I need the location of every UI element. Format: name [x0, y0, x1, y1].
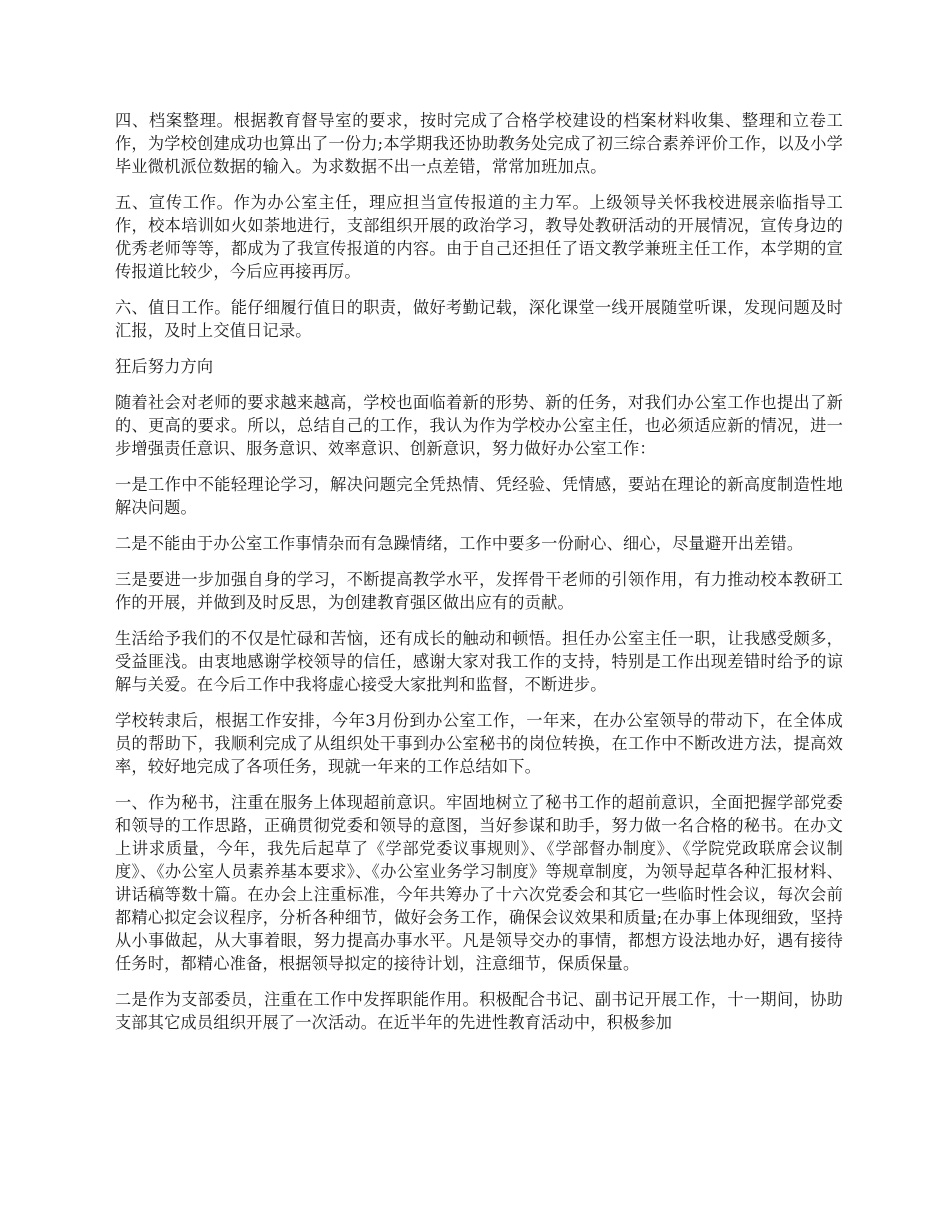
paragraph-duty-work: 六、值日工作。能仔细履行值日的职责，做好考勤记载，深化课堂一线开展随堂听课，发现问题及时汇报，及时上交值日记录。	[115, 298, 843, 340]
paragraph-new-requirements: 随着社会对老师的要求越来越高，学校也面临着新的形势、新的任务，对我们办公室工作也提出了新的、更高的要求。所以，总结自己的工作，我认为作为学校办公室主任，也必须适应新的情况，进一步增强责任意识、服务意识、效率意识、创新意识，努力做好办公室工作：	[115, 393, 843, 458]
paragraph-gratitude: 生活给予我们的不仅是忙碌和苦恼，还有成长的触动和顿悟。担任办公室主任一职，让我感受颇多，受益匪浅。由衷地感谢学校领导的信任，感谢大家对我工作的支持，特别是工作出现差错时给予的谅解与关爱。在今后工作中我将虚心接受大家批判和监督，不断进步。	[115, 629, 843, 694]
paragraph-point-three: 三是要进一步加强自身的学习，不断提高教学水平，发挥骨干老师的引领作用，有力推动校本教研工作的开展，并做到及时反思，为创建教育强区做出应有的贡献。	[115, 570, 843, 612]
paragraph-transfer-intro: 学校转隶后，根据工作安排，今年3月份到办公室工作，一年来，在办公室领导的带动下，在全体成员的帮助下，我顺利完成了从组织处干事到办公室秘书的岗位转换，在工作中不断改进方法，提高效率，较好地完成了各项任务，现就一年来的工作总结如下。	[115, 711, 843, 776]
document-body	[115, 109, 843, 1047]
paragraph-point-one: 一是工作中不能轻理论学习，解决问题完全凭热情、凭经验、凭情感，要站在理论的新高度制造性地解决问题。	[115, 475, 843, 517]
paragraph-branch-committee: 二是作为支部委员，注重在工作中发挥职能作用。积极配合书记、副书记开展工作，十一期间，协助支部其它成员组织开展了一次活动。在近半年的先进性教育活动中，积极参加	[115, 990, 843, 1032]
paragraph-publicity-work: 五、宣传工作。作为办公室主任，理应担当宣传报道的主力军。上级领导关怀我校进展亲临指导工作，校本培训如火如荼地进行，支部组织开展的政治学习，教导处教研活动的开展情况，宣传身边的优秀老师等等，都成为了我宣传报道的内容。由于自己还担任了语文教学兼班主任工作，本学期的宣传报道比较少，今后应再接再厉。	[115, 193, 843, 281]
paragraph-secretary-role: 一、作为秘书，注重在服务上体现超前意识。牢固地树立了秘书工作的超前意识，全面把握学部党委和领导的工作思路，正确贯彻党委和领导的意图，当好参谋和助手，努力做一名合格的秘书。在办文上讲求质量，今年，我先后起草了《学部党委议事规则》、《学部督办制度》、《学院党政联席会议制度》、《办公室人员素养基本要求》、《办公室业务学习制度》等规章制度，为领导起草各种汇报材料、讲话稿等数十篇。在办会上注重标准，今年共筹办了十六次党委会和其它一些临时性会议，每次会前都精心拟定会议程序，分析各种细节，做好会务工作，确保会议效果和质量;在办事上体现细致，坚持从小事做起，从大事着眼，努力提高办事水平。凡是领导交办的事情，都想方设法地办好，遇有接待任务时，都精心准备，根据领导拟定的接待计划，注意细节，保质保量。	[115, 793, 843, 973]
paragraph-archive-work: 四、档案整理。根据教育督导室的要求，按时完成了合格学校建设的档案材料收集、整理和立卷工作，为学校创建成功也算出了一份力;本学期我还协助教务处完成了初三综合素养评价工作，以及小学毕业微机派位数据的输入。为求数据不出一点差错，常常加班加点。	[115, 111, 843, 176]
section-heading-future-direction: 狂后努力方向	[115, 357, 214, 376]
paragraph-point-two: 二是不能由于办公室工作事情杂而有急躁情绪，工作中要多一份耐心、细心，尽量避开出差错。	[115, 534, 804, 553]
